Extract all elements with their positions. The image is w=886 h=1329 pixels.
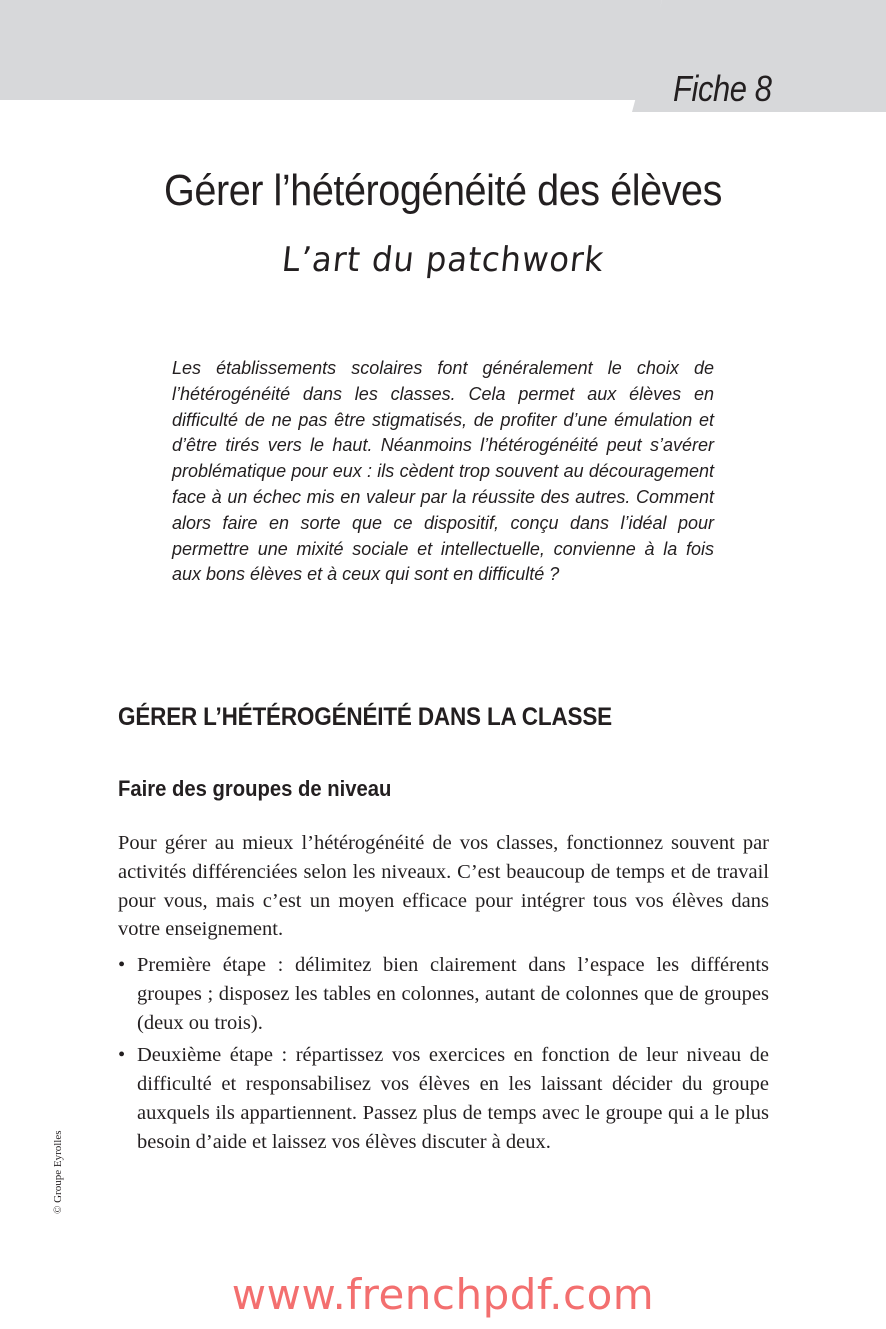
- page-title: Gérer l’hétérogénéité des élèves: [164, 166, 722, 215]
- watermark-link[interactable]: www.frenchpdf.com: [231, 1270, 655, 1319]
- section-title: GÉRER L’HÉTÉROGÉNÉITÉ DANS LA CLASSE: [118, 703, 613, 731]
- list-item-text: Deuxième étape : répartissez vos exercices en fonction de leur niveau de difficulté et responsabilisez vos élèves en les laissant décider du groupe auxquels ils appartiennent. Passez plus de temps avec le groupe qui a le plus besoin d’aide et laissez vos élèves discuter à deux.: [137, 1044, 769, 1153]
- body-paragraph: Pour gérer au mieux l’hétérogénéité de vos classes, fonctionnez souvent par activités différenciées selon les niveaux. C’est beaucoup de temps et de travail pour vous, mais c’est un moyen efficace pour intégrer tous vos élèves dans votre enseignement.: [118, 832, 769, 941]
- bullet-list: [118, 951, 769, 1161]
- section-subtitle: Faire des groupes de niveau: [118, 776, 392, 801]
- list-item: [118, 1041, 769, 1156]
- bullet-icon: •: [118, 1044, 126, 1067]
- intro-paragraph: Les établissements scolaires font généralement le choix de l’hétérogénéité dans les classes. Cela permet aux élèves en difficulté de ne pas être stigmatisés, de profiter d’une émulation et d’être tirés vers le haut. Néanmoins l’hétérogénéité peut s’avérer problématique pour eux : ils cèdent trop souvent au découragement face à un échec mis en valeur par la réussite des autres. Comment alors faire en sorte que ce dispositif, conçu dans l’idéal pour permettre une mixité sociale et intellectuelle, convienne à la fois aux bons élèves et à ceux qui sont en difficulté ?: [172, 358, 714, 585]
- fiche-label: Fiche 8: [673, 68, 772, 109]
- bullet-icon: •: [118, 954, 126, 976]
- page-subtitle: L’art du patchwork: [279, 240, 607, 280]
- list-item-text: Première étape : délimitez bien clairement dans l’espace les différents groupes ; disposez les tables en colonnes, autant de colonnes que de groupes (deux ou trois).: [137, 954, 769, 1034]
- list-item: [118, 951, 769, 1037]
- copyright-notice: © Groupe Eyrolles: [52, 1130, 64, 1214]
